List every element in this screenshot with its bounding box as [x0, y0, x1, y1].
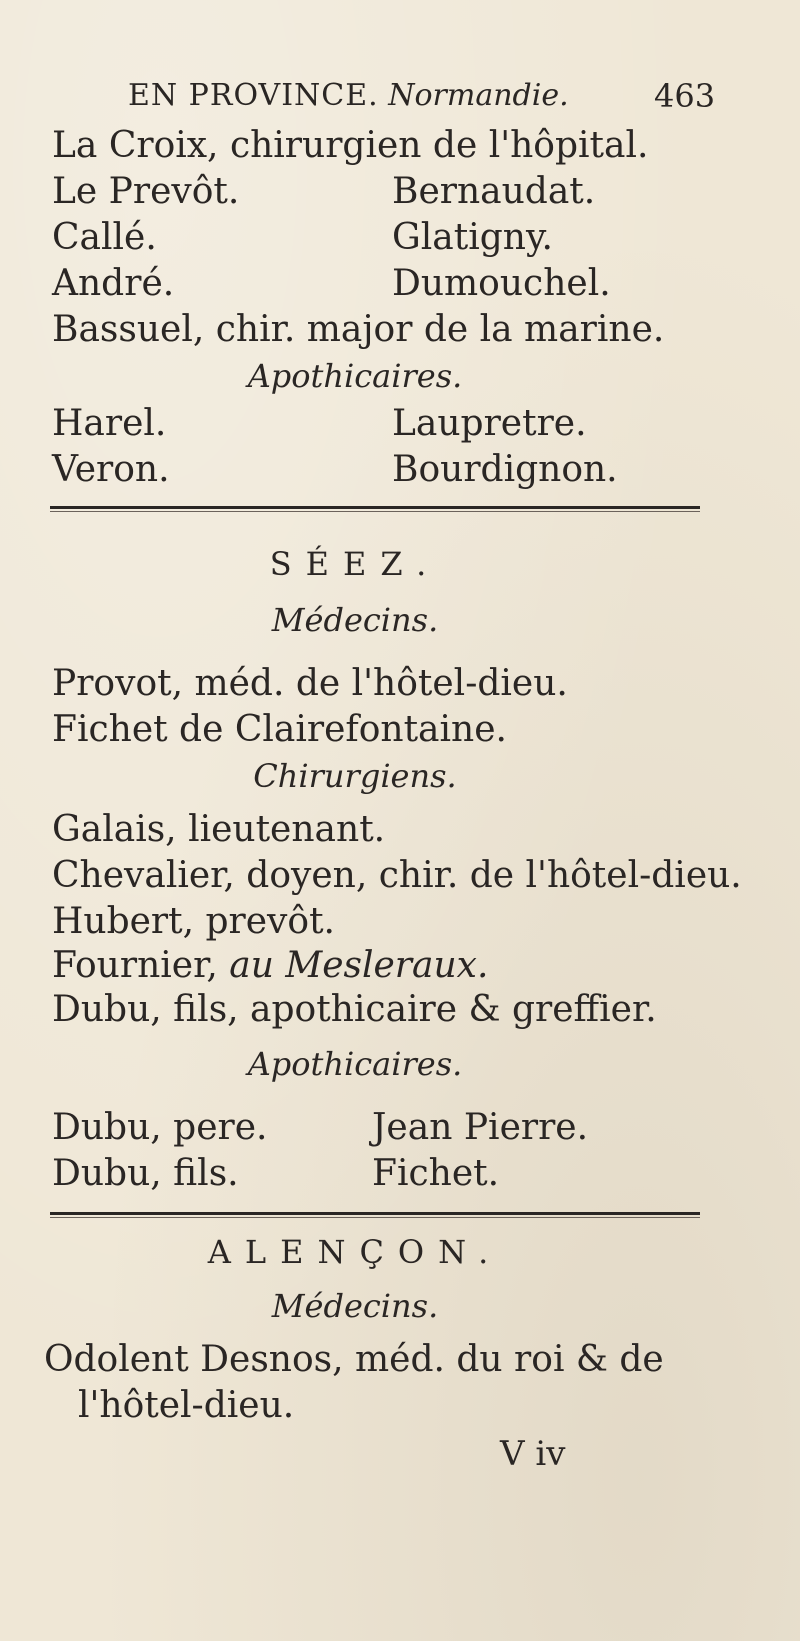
text-line: Chevalier, doyen, chir. de l'hôtel-dieu.: [52, 855, 742, 896]
section-divider: [50, 506, 700, 509]
name-right: Bernaudat.: [392, 171, 596, 212]
name-right: Fichet.: [372, 1153, 500, 1194]
running-subtitle: Normandie.: [388, 78, 569, 113]
text-line: Dubu, fils, apothicaire & greffier.: [52, 989, 657, 1030]
name-left: Dubu, fils.: [52, 1153, 239, 1194]
text-line: Bassuel, chir. major de la marine.: [52, 309, 665, 350]
name-left: Veron.: [52, 449, 170, 490]
section-title-alencon: ALENÇON.: [207, 1233, 503, 1271]
name-right: Dumouchel.: [392, 263, 611, 304]
running-header: [128, 78, 569, 114]
text-line: Hubert, prevôt.: [52, 901, 335, 942]
chirurgiens-heading: Chirurgiens.: [253, 757, 457, 795]
text-line: l'hôtel-dieu.: [78, 1385, 295, 1426]
name-left: André.: [52, 263, 175, 304]
name-right: Bourdignon.: [392, 449, 618, 490]
section-title-seez: SÉEZ.: [269, 545, 441, 583]
medecins-heading: Médecins.: [271, 1287, 439, 1325]
fournier-name: Fournier,: [52, 945, 218, 986]
page-number: 463: [654, 77, 716, 115]
fournier-place: au Mesleraux.: [229, 945, 489, 986]
name-right: Glatigny.: [392, 217, 553, 258]
apothicaires-heading: Apothicaires.: [247, 1045, 463, 1083]
name-right: Laupretre.: [392, 403, 587, 444]
name-left: Callé.: [52, 217, 157, 258]
text-line-fournier: [52, 946, 488, 986]
name-right: Jean Pierre.: [372, 1107, 589, 1148]
medecins-heading: Médecins.: [271, 601, 439, 639]
name-left: Harel.: [52, 403, 167, 444]
text-line: Galais, lieutenant.: [52, 809, 386, 850]
text-line: Provot, méd. de l'hôtel-dieu.: [52, 663, 568, 704]
signature-mark: V iv: [500, 1434, 566, 1474]
apothicaires-heading: Apothicaires.: [247, 357, 463, 395]
text-line: Odolent Desnos, méd. du roi & de: [44, 1339, 664, 1380]
section-divider: [50, 1212, 700, 1215]
name-left: Le Prevôt.: [52, 171, 240, 212]
name-left: Dubu, pere.: [52, 1107, 268, 1148]
text-line: La Croix, chirurgien de l'hôpital.: [52, 125, 649, 166]
running-title: EN PROVINCE.: [128, 78, 379, 113]
text-line: Fichet de Clairefontaine.: [52, 709, 507, 750]
